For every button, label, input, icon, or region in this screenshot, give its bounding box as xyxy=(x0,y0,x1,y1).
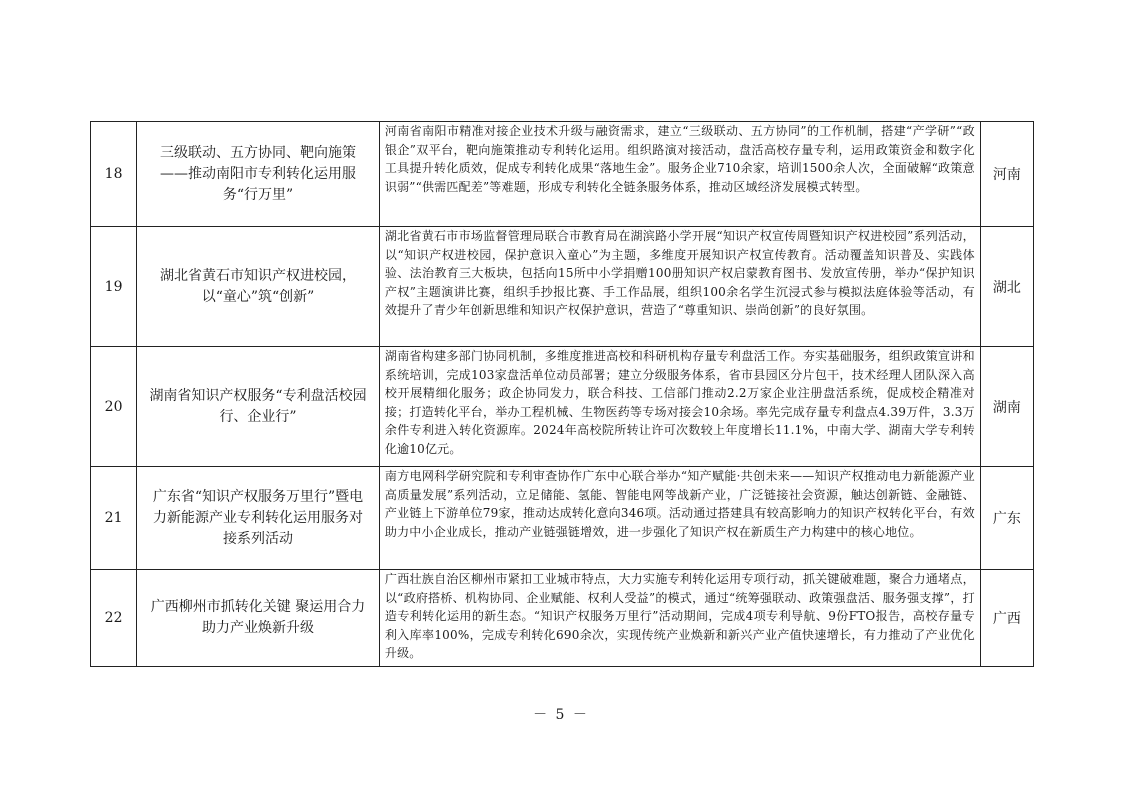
table-row xyxy=(91,347,1034,467)
case-title: 三级联动、五方协同、靶向施策——推动南阳市专利转化运用服务“行万里” xyxy=(137,122,380,227)
page-number: － 5 － xyxy=(533,707,589,723)
case-description: 河南省南阳市精准对接企业技术升级与融资需求，建立“三级联动、五方协同”的工作机制，搭建“产学研”“政银企”双平台，靶向施策推动专利转化运用。组织路演对接活动，盘活高校存量专利，运用政策资金和数字化工具提升转化质效，促成专利转化成果“落地生金”。服务企业710余家，培训1500余人次，全面破解“政策意识弱”“供需匹配差”等难题，形成专利转化全链条服务体系，推动区域经济发展模式转型。 xyxy=(379,122,980,227)
table-row xyxy=(91,122,1034,227)
case-description: 湖南省构建多部门协同机制，多维度推进高校和科研机构存量专利盘活工作。夯实基础服务，组织政策宣讲和系统培训，完成103家盘活单位动员部署；建立分级服务体系，省市县园区分片包干，技术经理人团队深入高校开展精细化服务；政企协同发力，联合科技、工信部门推动2.2万家企业注册盘活系统，促成校企精准对接；打造转化平台，举办工程机械、生物医药等专场对接会10余场。率先完成存量专利盘点4.39万件，3.3万余件专利进入转化资源库。2024年高校院所转让许可次数较上年度增长11.1%，中南大学、湖南大学专利转化逾10亿元。 xyxy=(379,347,980,467)
province-cell: 河南 xyxy=(980,122,1033,227)
province-cell: 广东 xyxy=(980,467,1033,570)
row-number: 19 xyxy=(91,227,137,347)
case-title: 湖南省知识产权服务“专利盘活校园行、企业行” xyxy=(137,347,380,467)
row-number: 21 xyxy=(91,467,137,570)
case-description: 广西壮族自治区柳州市紧扣工业城市特点，大力实施专利转化运用专项行动，抓关键破难题，聚合力通堵点，以“政府搭桥、机构协同、企业赋能、权利人受益”的模式，通过“统筹强联动、政策强盘活、服务强支撑”，打造专利转化运用的新生态。“知识产权服务万里行”活动期间，完成4项专利导航、9份FTO报告，高校存量专利入库率100%，完成专利转化690余次，实现传统产业焕新和新兴产业产值快速增长，有力推动了产业优化升级。 xyxy=(379,570,980,667)
case-description: 南方电网科学研究院和专利审查协作广东中心联合举办“知产赋能·共创未来——知识产权推动电力新能源产业高质量发展”系列活动，立足储能、氢能、智能电网等战新产业，广泛链接社会资源，触达创新链、金融链、产业链上下游单位79家，推动达成转化意向346项。活动通过搭建具有较高影响力的知识产权转化平台，有效助力中小企业成长，推动产业链强链增效，进一步强化了知识产权在新质生产力构建中的核心地位。 xyxy=(379,467,980,570)
row-number: 18 xyxy=(91,122,137,227)
case-title: 广西柳州市抓转化关键 聚运用合力 助力产业焕新升级 xyxy=(137,570,380,667)
table-row xyxy=(91,467,1034,570)
case-description: 湖北省黄石市市场监督管理局联合市教育局在湖滨路小学开展“知识产权宣传周暨知识产权进校园”系列活动，以“知识产权进校园，保护意识入童心”为主题，多维度开展知识产权宣传教育。活动覆盖知识普及、实践体验、法治教育三大板块，包括向15所中小学捐赠100册知识产权启蒙教育图书、发放宣传册，举办“保护知识产权”主题演讲比赛，组织手抄报比赛、手工作品展，组织100余名学生沉浸式参与模拟法庭体验等活动，有效提升了青少年创新思维和知识产权保护意识，营造了“尊重知识、崇尚创新”的良好氛围。 xyxy=(379,227,980,347)
province-cell: 湖北 xyxy=(980,227,1033,347)
case-table xyxy=(90,121,1034,667)
table-row xyxy=(91,570,1034,667)
province-cell: 广西 xyxy=(980,570,1033,667)
row-number: 20 xyxy=(91,347,137,467)
case-title: 湖北省黄石市知识产权进校园，以“童心”筑“创新” xyxy=(137,227,380,347)
table-row xyxy=(91,227,1034,347)
case-title: 广东省“知识产权服务万里行”暨电力新能源产业专利转化运用服务对接系列活动 xyxy=(137,467,380,570)
province-cell: 湖南 xyxy=(980,347,1033,467)
row-number: 22 xyxy=(91,570,137,667)
